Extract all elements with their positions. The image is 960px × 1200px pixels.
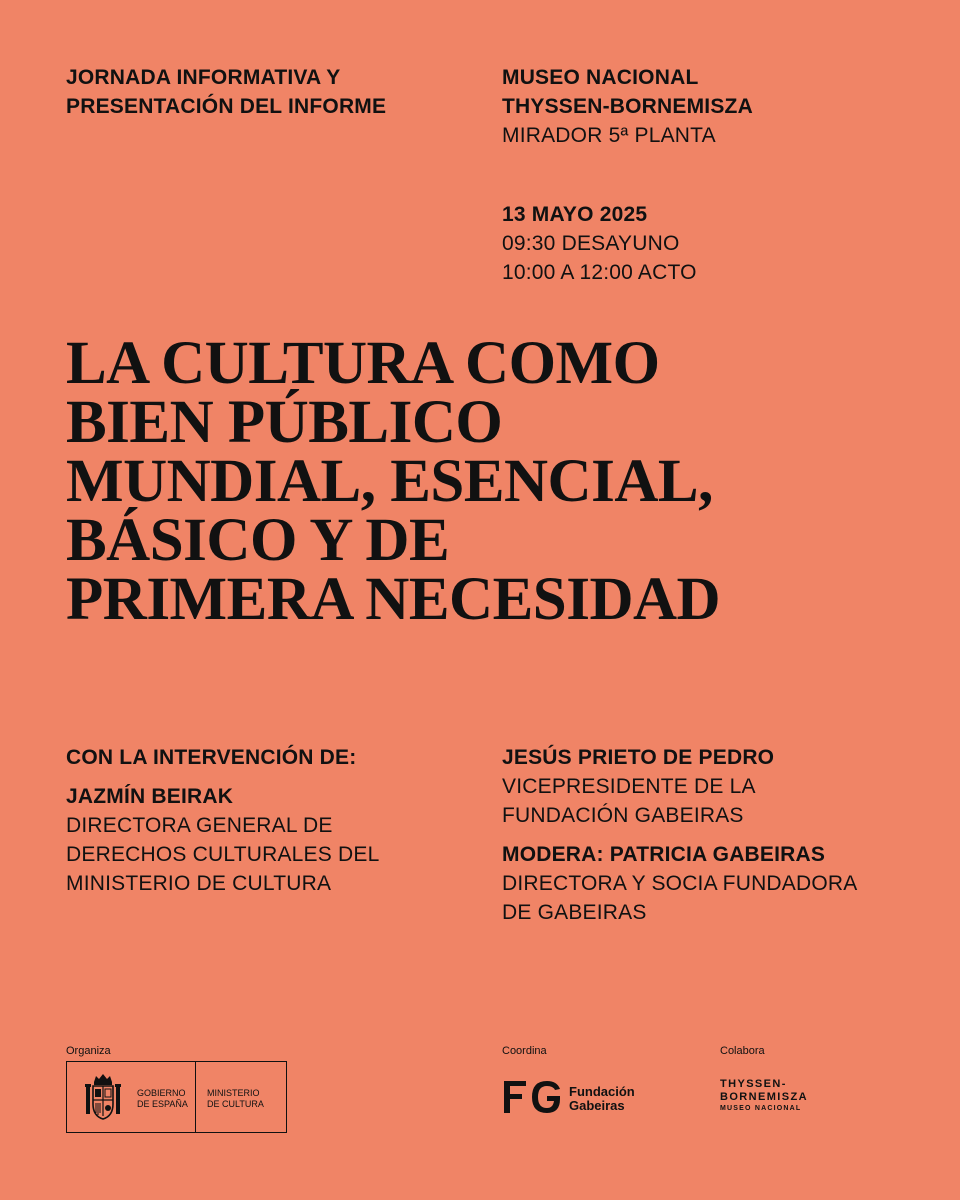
colabora-label: Colabora	[720, 1045, 765, 1057]
speaker-role-line: DERECHOS CULTURALES DEL	[66, 843, 380, 866]
speakers-intro: CON LA INTERVENCIÓN DE:	[66, 746, 357, 769]
venue-name-line: THYSSEN-BORNEMISZA	[502, 95, 753, 118]
fg-wordmark	[569, 1085, 635, 1113]
fundacion-gabeiras-logo	[502, 1079, 642, 1115]
event-title	[66, 63, 386, 121]
speaker-name: JAZMÍN BEIRAK	[66, 785, 234, 808]
moderator-name: MODERA: PATRICIA GABEIRAS	[502, 843, 826, 866]
gobierno-text	[137, 1088, 188, 1110]
headline-line: BIEN PÚBLICO	[66, 389, 503, 456]
headline-line: LA CULTURA COMO	[66, 330, 660, 397]
speaker-role-line: FUNDACIÓN GABEIRAS	[502, 804, 744, 827]
speaker-role-line: DIRECTORA Y SOCIA FUNDADORA	[502, 872, 858, 895]
coat-of-arms-icon	[85, 1072, 121, 1122]
ministerio-text	[207, 1088, 264, 1110]
coordina-label: Coordina	[502, 1045, 547, 1057]
speaker-role-line: VICEPRESIDENTE DE LA	[502, 775, 756, 798]
event-title-line: JORNADA INFORMATIVA Y	[66, 66, 341, 89]
gobierno-ministerio-logo	[66, 1061, 287, 1133]
fg-monogram-icon	[502, 1079, 562, 1115]
thyssen-bornemisza-logo	[720, 1078, 808, 1114]
headline	[66, 330, 926, 633]
venue-block	[502, 63, 753, 150]
event-title-line: PRESENTACIÓN DEL INFORME	[66, 95, 387, 118]
venue-room: MIRADOR 5ª PLANTA	[502, 124, 716, 147]
speaker-role-line: DIRECTORA GENERAL DE	[66, 814, 333, 837]
speaker-role-line: MINISTERIO DE CULTURA	[66, 872, 332, 895]
headline-line: PRIMERA NECESIDAD	[66, 566, 721, 633]
schedule-item: 09:30 DESAYUNO	[502, 232, 680, 255]
headline-line: MUNDIAL, ESENCIAL,	[66, 448, 713, 515]
speaker-role-line: DE GABEIRAS	[502, 901, 647, 924]
thyssen-subtitle: MUSEO NACIONAL	[720, 1105, 802, 1112]
thyssen-wordmark-line: THYSSEN-	[720, 1078, 787, 1090]
gobierno-line: GOBIERNO	[137, 1088, 186, 1098]
schedule-item: 10:00 A 12:00 ACTO	[502, 261, 697, 284]
fg-wordmark-line: Gabeiras	[569, 1098, 625, 1113]
logo-divider	[195, 1062, 196, 1132]
ministerio-line: MINISTERIO	[207, 1088, 260, 1098]
speakers-left	[66, 743, 379, 898]
speakers-right	[502, 743, 857, 927]
gobierno-line: DE ESPAÑA	[137, 1099, 188, 1109]
fg-wordmark-line: Fundación	[569, 1084, 635, 1099]
speaker-name: JESÚS PRIETO DE PEDRO	[502, 746, 775, 769]
ministerio-line: DE CULTURA	[207, 1099, 264, 1109]
organiza-label: Organiza	[66, 1045, 111, 1057]
date-block	[502, 200, 697, 287]
venue-name-line: MUSEO NACIONAL	[502, 66, 699, 89]
event-date: 13 MAYO 2025	[502, 203, 648, 226]
headline-line: BÁSICO Y DE	[66, 507, 450, 574]
thyssen-wordmark-line: BORNEMISZA	[720, 1091, 808, 1103]
